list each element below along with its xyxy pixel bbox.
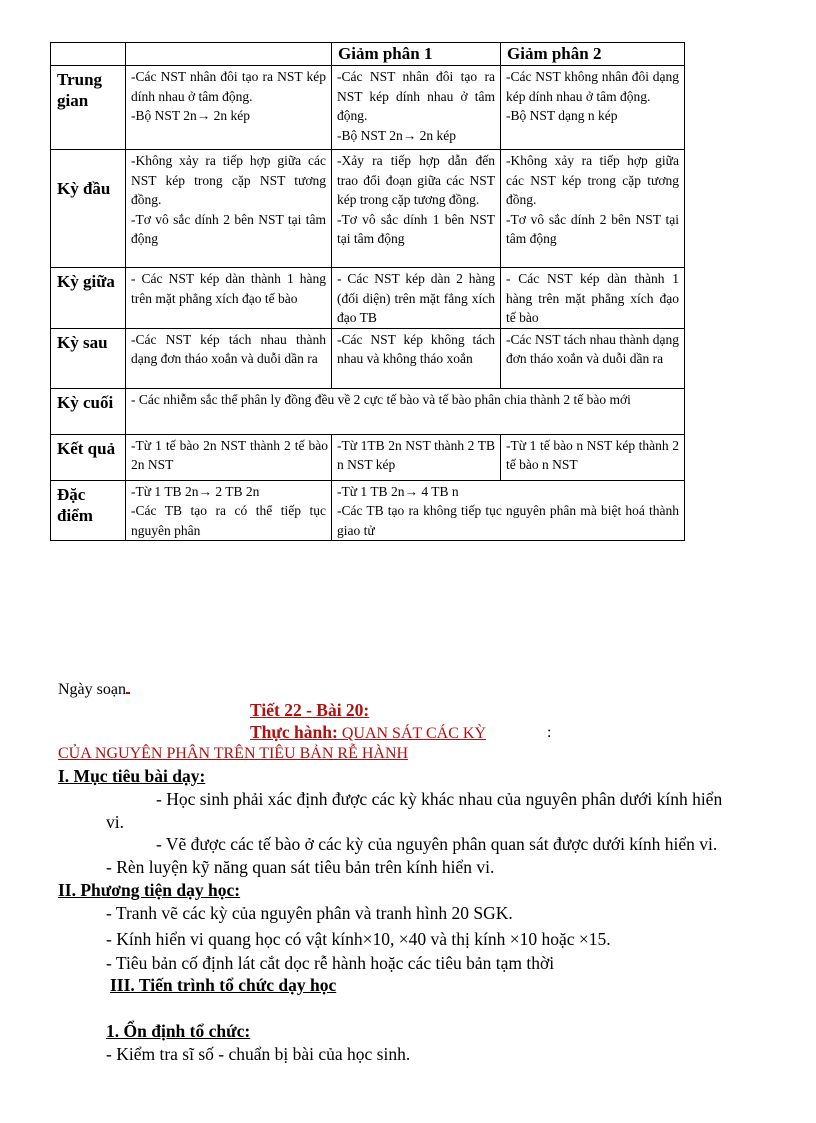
sec2-item3: - Tiêu bản cố định lát cắt dọc rễ hành hoặc các tiêu bản tạm thời — [106, 953, 555, 973]
cell: - Các NST kép dàn thành 1 hàng trên mặt phẳng xích đạo tế bào — [501, 268, 685, 329]
table-header-row — [51, 43, 685, 66]
cell: -Không xảy ra tiếp hợp giữa các NST kép trong cặp NST tương đồng. -Tơ vô sắc dính 2 bên NST tại tâm động — [126, 150, 332, 268]
sec2-item1: - Tranh vẽ các kỳ của nguyên phân và tranh hình 20 SGK. — [106, 903, 513, 923]
cell: -Các NST nhân đôi tạo ra NST kép dính nhau ở tâm động. -Bộ NST 2n→ 2n kép — [332, 66, 501, 150]
practice-title: QUAN SÁT CÁC KỲ — [337, 725, 486, 742]
cell: -Các NST kép tách nhau thành dạng đơn tháo xoắn và duỗi dần ra — [126, 328, 332, 388]
cell: - Các NST kép dàn thành 1 hàng trên mặt phẳng xích đạo tế bào — [126, 268, 332, 329]
merged-cell: - Các nhiễm sắc thể phân ly đồng đều về 2 cực tế bào và tế bào phân chia thành 2 tế bào mới — [126, 388, 685, 434]
subsection-1-heading: 1. Ổn định tổ chức: — [106, 1021, 251, 1041]
section-3-heading: III. Tiến trình tổ chức dạy học — [110, 975, 337, 995]
table-row-ky-sau — [51, 328, 685, 388]
cell: - Các NST kép dàn 2 hàng (đối diện) trên mặt fẳng xích đạo TB — [332, 268, 501, 329]
sub1-item: - Kiểm tra sĩ số - chuẩn bị bài của học sinh. — [106, 1044, 411, 1064]
cell: -Các NST nhân đôi tạo ra NST kép dính nhau ở tâm động. -Bộ NST 2n→ 2n kép — [126, 66, 332, 150]
section-2-heading: II. Phương tiện dạy học: — [58, 880, 241, 900]
date-line — [58, 679, 130, 700]
header-cell-gp2: Giảm phân 2 — [501, 43, 685, 66]
row-label: Đặc điểm — [51, 480, 126, 541]
table-row-ky-dau — [51, 150, 685, 268]
table-row-ky-cuoi — [51, 388, 685, 434]
date-label: Ngày soạn — [58, 681, 126, 698]
title-colon: : — [547, 724, 552, 741]
cell: -Không xảy ra tiếp hợp giữa các NST kép trong cặp tương đồng. -Tơ vô sắc dính 2 bên NST tại tâm động — [501, 150, 685, 268]
row-label: Kỳ cuối — [51, 388, 126, 434]
sec1-item2: - Vẽ được các tế bào ở các kỳ của nguyên phân quan sát được dưới kính hiển vi. — [156, 834, 718, 854]
table-row-ket-qua — [51, 434, 685, 480]
cell: -Từ 1 tế bào n NST kép thành 2 tế bào n NST — [501, 434, 685, 480]
lesson-title-line3: CỦA NGUYÊN PHÂN TRÊN TIÊU BẢN RỄ HÀNH — [58, 745, 409, 762]
row-label: Kỳ đầu — [51, 150, 126, 268]
lesson-title-line2 — [250, 722, 486, 744]
cell-right: -Từ 1 TB 2n→ 4 TB n -Các TB tạo ra không tiếp tục nguyên phân mà biệt hoá thành giao tử — [332, 480, 685, 541]
table-row-ky-giua — [51, 268, 685, 329]
comparison-table — [50, 42, 685, 541]
table-row-trung-gian — [51, 66, 685, 150]
header-cell-gp1: Giảm phân 1 — [332, 43, 501, 66]
sec1-item3: - Rèn luyện kỹ năng quan sát tiêu bản trên kính hiển vi. — [106, 857, 495, 877]
red-caret — [126, 679, 130, 694]
row-label: Kết quả — [51, 434, 126, 480]
sec1-item1: - Học sinh phải xác định được các kỳ khác nhau của nguyên phân dưới kính hiển — [156, 789, 723, 809]
header-cell-empty-2 — [126, 43, 332, 66]
lesson-title-line1: Tiết 22 - Bài 20: — [250, 700, 370, 720]
row-label: Kỳ giữa — [51, 268, 126, 329]
header-cell-empty — [51, 43, 126, 66]
section-1-heading: I. Mục tiêu bài dạy: — [58, 766, 206, 786]
sec1-item1-cont: vi. — [106, 812, 124, 832]
cell: -Các NST kép không tách nhau và không tháo xoắn — [332, 328, 501, 388]
cell: -Xảy ra tiếp hợp dẫn đến trao đổi đoạn giữa các NST kép trong cặp tương đồng. -Tơ vô sắc dính 1 bên NST tại tâm động — [332, 150, 501, 268]
cell-left: -Từ 1 TB 2n→ 2 TB 2n -Các TB tạo ra có thể tiếp tục nguyên phân — [126, 480, 332, 541]
row-label: Trung gian — [51, 66, 126, 150]
cell: -Từ 1TB 2n NST thành 2 TB n NST kép — [332, 434, 501, 480]
cell: -Từ 1 tế bào 2n NST thành 2 tế bào 2n NST — [126, 434, 332, 480]
table-row-dac-diem — [51, 480, 685, 541]
practice-label: Thực hành: — [250, 722, 338, 742]
row-label: Kỳ sau — [51, 328, 126, 388]
cell: -Các NST tách nhau thành dạng đơn tháo xoắn và duỗi dần ra — [501, 328, 685, 388]
sec2-item2: - Kính hiển vi quang học có vật kính×10, ×40 và thị kính ×10 hoặc ×15. — [106, 929, 611, 949]
cell: -Các NST không nhân đôi dạng kép dính nhau ở tâm động. -Bộ NST dạng n kép — [501, 66, 685, 150]
